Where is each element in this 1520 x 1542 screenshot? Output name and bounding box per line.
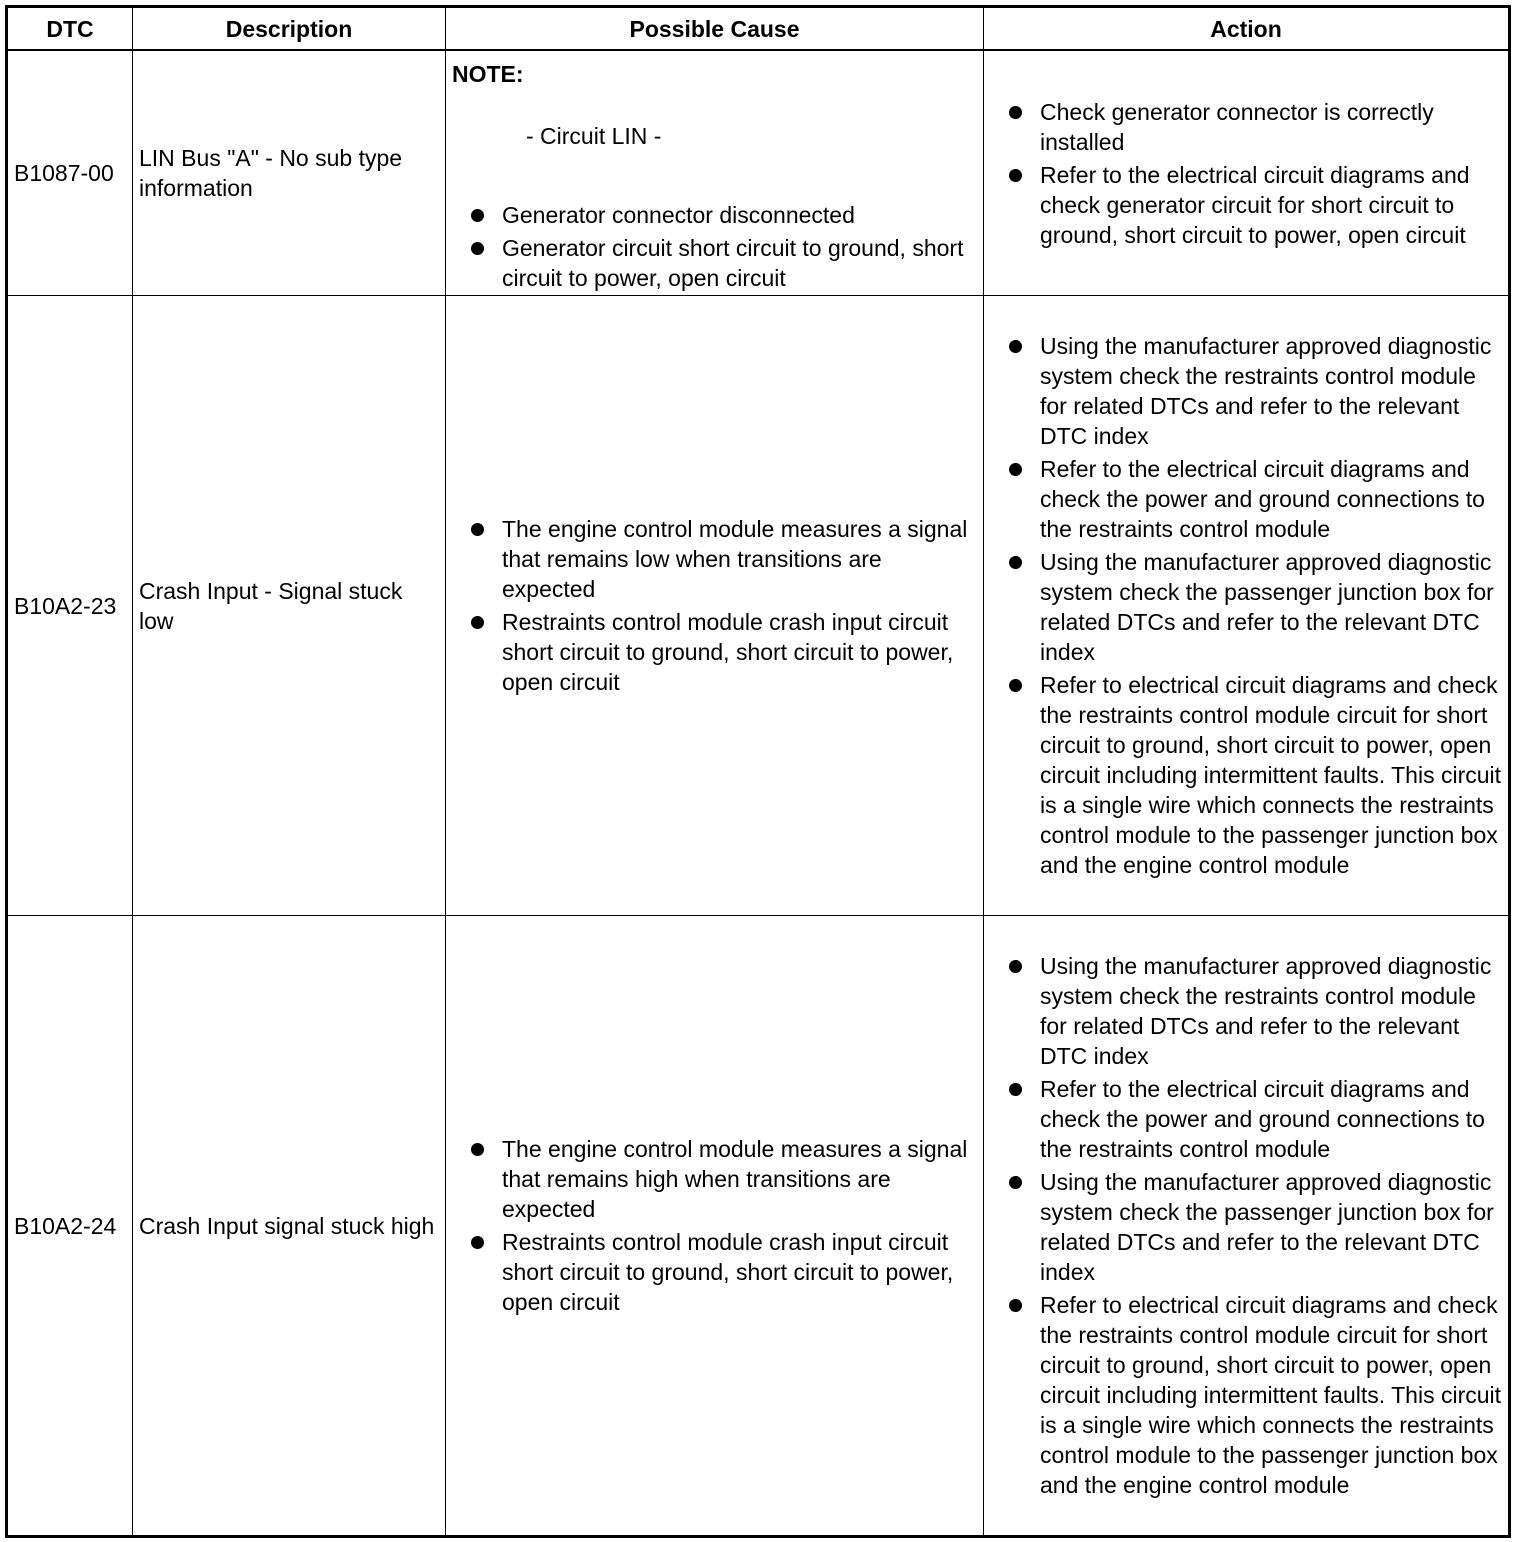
note-block	[446, 51, 983, 295]
cause-item: Generator circuit short circuit to ground, short circuit to power, open circuit	[446, 233, 983, 293]
header-description: Description	[133, 7, 446, 51]
dtc-description: Crash Input - Signal stuck low	[133, 296, 446, 916]
note-text: - Circuit LIN -	[526, 123, 662, 149]
dtc-table	[5, 5, 1511, 1538]
action-item: Using the manufacturer approved diagnostic system check the passenger junction box for related DTCs and refer to the relevant DTC index	[984, 547, 1508, 667]
dtc-code: B10A2-24	[7, 916, 133, 1537]
action-list	[984, 97, 1508, 250]
action-cell	[984, 296, 1510, 916]
action-cell	[984, 916, 1510, 1537]
dtc-description: LIN Bus "A" - No sub type information	[133, 50, 446, 296]
cause-item: Restraints control module crash input circuit short circuit to ground, short circuit to power, open circuit	[446, 607, 983, 697]
dtc-description: Crash Input signal stuck high	[133, 916, 446, 1537]
action-item: Refer to electrical circuit diagrams and check the restraints control module circuit for short circuit to ground, short circuit to power, open circuit including intermittent faults. This circuit is a single wire which connects the restraints control module to the passenger junction box and the engine control module	[984, 1290, 1508, 1500]
possible-cause-cell	[446, 296, 984, 916]
cause-item: The engine control module measures a signal that remains low when transitions are expected	[446, 514, 983, 604]
table-row	[7, 916, 1510, 1537]
header-row	[7, 7, 1510, 51]
action-item: Check generator connector is correctly installed	[984, 97, 1508, 157]
cause-list	[446, 1134, 983, 1317]
cause-item: Restraints control module crash input circuit short circuit to ground, short circuit to power, open circuit	[446, 1227, 983, 1317]
action-list	[984, 331, 1508, 880]
action-item: Refer to the electrical circuit diagrams and check the power and ground connections to the restraints control module	[984, 454, 1508, 544]
action-item: Refer to the electrical circuit diagrams and check the power and ground connections to the restraints control module	[984, 1074, 1508, 1164]
dtc-code: B10A2-23	[7, 296, 133, 916]
header-possible-cause: Possible Cause	[446, 7, 984, 51]
action-list	[984, 951, 1508, 1500]
possible-cause-cell	[446, 50, 984, 296]
cause-item: Generator connector disconnected	[446, 200, 983, 230]
cause-list	[446, 514, 983, 697]
note-label: NOTE:	[452, 61, 524, 87]
header-action: Action	[984, 7, 1510, 51]
table-row	[7, 50, 1510, 296]
action-item: Refer to the electrical circuit diagrams and check generator circuit for short circuit to ground, short circuit to power, open circuit	[984, 160, 1508, 250]
possible-cause-cell	[446, 916, 984, 1537]
header-dtc: DTC	[7, 7, 133, 51]
action-item: Using the manufacturer approved diagnostic system check the restraints control module for related DTCs and refer to the relevant DTC index	[984, 331, 1508, 451]
table-row	[7, 296, 1510, 916]
action-item: Refer to electrical circuit diagrams and check the restraints control module circuit for short circuit to ground, short circuit to power, open circuit including intermittent faults. This circuit is a single wire which connects the restraints control module to the passenger junction box and the engine control module	[984, 670, 1508, 880]
dtc-code: B1087-00	[7, 50, 133, 296]
cause-list	[446, 200, 983, 293]
cause-item: The engine control module measures a signal that remains high when transitions are expected	[446, 1134, 983, 1224]
action-item: Using the manufacturer approved diagnostic system check the restraints control module for related DTCs and refer to the relevant DTC index	[984, 951, 1508, 1071]
action-item: Using the manufacturer approved diagnostic system check the passenger junction box for related DTCs and refer to the relevant DTC index	[984, 1167, 1508, 1287]
action-cell	[984, 50, 1510, 296]
